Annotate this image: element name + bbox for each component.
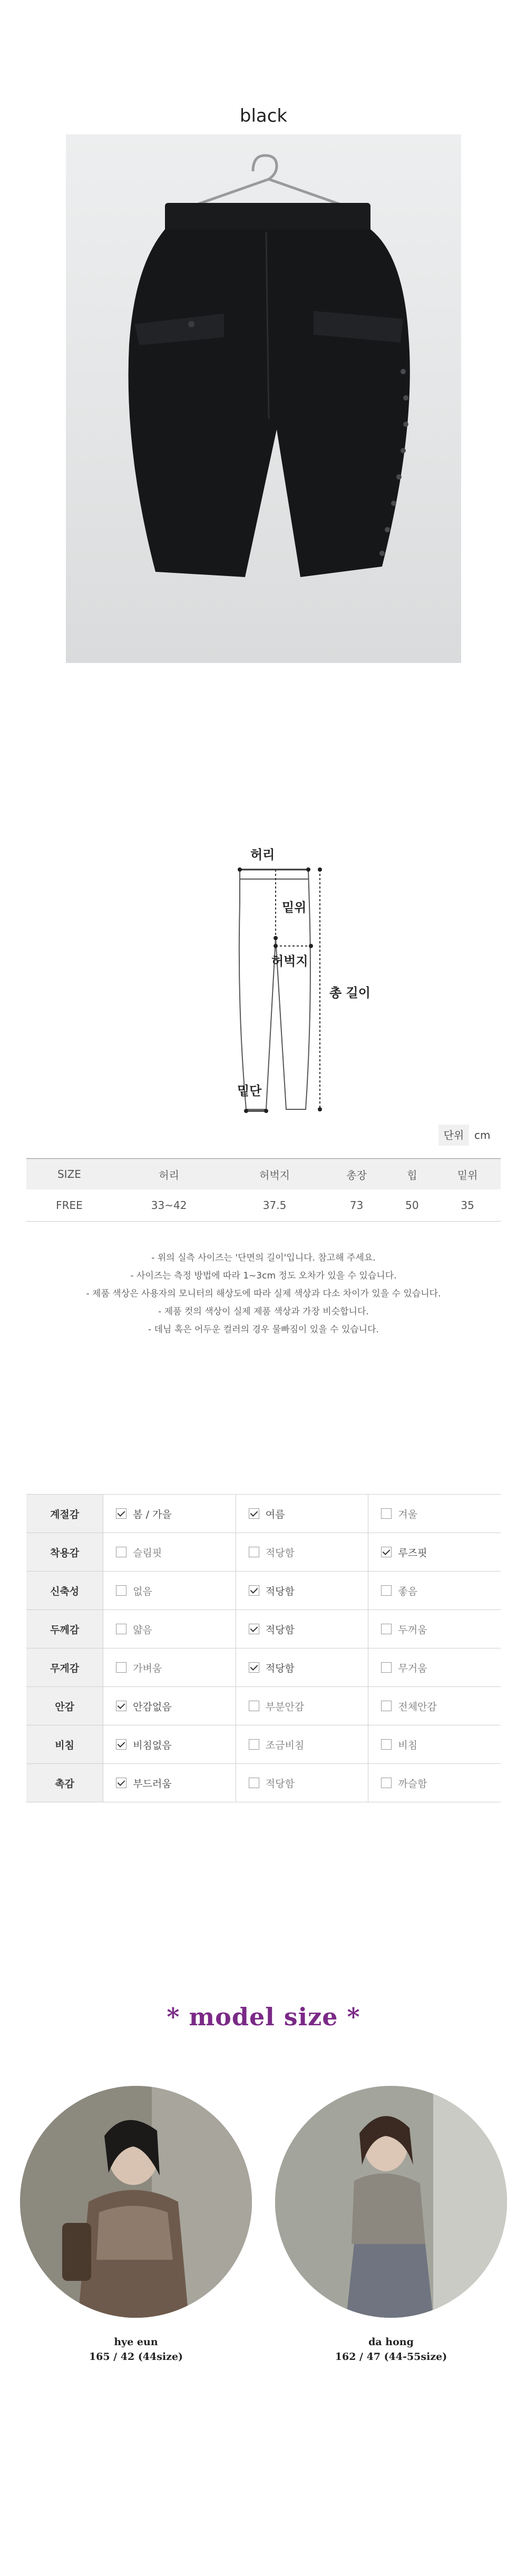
checkbox-empty-icon xyxy=(381,1585,392,1596)
attribute-option-label: 부분안감 xyxy=(265,1701,305,1713)
checkbox-checked-icon xyxy=(116,1701,126,1711)
attribute-option xyxy=(368,1610,501,1648)
attribute-option-label: 없음 xyxy=(133,1585,152,1597)
attribute-option-label: 겨울 xyxy=(398,1508,418,1520)
checkbox-empty-icon xyxy=(249,1778,259,1788)
size-header-rise: 밑위 xyxy=(434,1159,501,1190)
attribute-option xyxy=(103,1610,236,1648)
attribute-option-label: 가벼움 xyxy=(133,1662,162,1674)
attribute-option xyxy=(368,1533,501,1572)
attribute-option xyxy=(236,1495,368,1533)
model-size: 165 / 42 (44size) xyxy=(89,2351,183,2363)
checkbox-empty-icon xyxy=(381,1662,392,1673)
attribute-label: 무게감 xyxy=(26,1648,103,1687)
color-label: black xyxy=(239,105,288,126)
model-name: da hong xyxy=(368,2336,414,2348)
attribute-option xyxy=(368,1725,501,1764)
attribute-option xyxy=(236,1610,368,1648)
checkbox-empty-icon xyxy=(381,1739,392,1750)
attribute-option xyxy=(236,1764,368,1802)
attribute-option xyxy=(103,1764,236,1802)
attribute-option-label: 좋음 xyxy=(398,1585,418,1597)
model-info-hye-eun xyxy=(20,2335,252,2364)
attribute-label: 촉감 xyxy=(26,1764,103,1802)
size-header-size: SIZE xyxy=(26,1159,112,1190)
hem-label: 밑단 xyxy=(237,1084,262,1098)
attribute-option xyxy=(236,1648,368,1687)
checkbox-checked-icon xyxy=(381,1547,392,1557)
checkbox-empty-icon xyxy=(116,1662,126,1673)
size-header-waist: 허리 xyxy=(112,1159,226,1190)
model-photo-da-hong xyxy=(275,2086,507,2318)
attribute-row xyxy=(26,1495,501,1533)
attribute-option-label: 슬림핏 xyxy=(133,1547,162,1559)
model-info-da-hong xyxy=(275,2335,507,2364)
attribute-option-label: 비침 xyxy=(398,1739,418,1751)
note-line: - 사이즈는 측정 방법에 따라 1~3cm 정도 오차가 있을 수 있습니다. xyxy=(130,1271,397,1281)
attribute-option xyxy=(103,1572,236,1610)
attribute-option xyxy=(236,1572,368,1610)
attribute-option-label: 적당함 xyxy=(265,1778,295,1790)
attribute-label: 계절감 xyxy=(26,1495,103,1533)
attribute-option-label: 조금비침 xyxy=(265,1739,305,1751)
checkbox-empty-icon xyxy=(381,1508,392,1519)
checkbox-checked-icon xyxy=(116,1739,126,1750)
total-length-label: 총 길이 xyxy=(329,985,370,1000)
attribute-row xyxy=(26,1572,501,1610)
attribute-option xyxy=(236,1725,368,1764)
attribute-option-label: 적당함 xyxy=(265,1624,295,1636)
attribute-option-label: 까슬함 xyxy=(398,1778,427,1790)
size-notes xyxy=(0,1249,527,1339)
attribute-option xyxy=(103,1648,236,1687)
attribute-option xyxy=(368,1495,501,1533)
checkbox-empty-icon xyxy=(381,1778,392,1788)
measurement-diagram xyxy=(208,833,382,1117)
attribute-option-label: 두꺼움 xyxy=(398,1624,427,1636)
checkbox-empty-icon xyxy=(116,1585,126,1596)
table-row xyxy=(26,1189,501,1222)
checkbox-checked-icon xyxy=(116,1778,126,1788)
model-name: hye eun xyxy=(114,2336,158,2348)
checkbox-empty-icon xyxy=(381,1701,392,1711)
attribute-option-label: 전체안감 xyxy=(398,1701,437,1713)
model-photo-hye-eun xyxy=(20,2086,252,2318)
checkbox-checked-icon xyxy=(249,1508,259,1519)
checkbox-empty-icon xyxy=(249,1547,259,1557)
size-cell: 37.5 xyxy=(226,1189,323,1222)
checkbox-empty-icon xyxy=(116,1624,126,1634)
size-cell: 35 xyxy=(434,1189,501,1222)
size-cell: FREE xyxy=(26,1189,112,1222)
attribute-row xyxy=(26,1687,501,1725)
attribute-label: 두께감 xyxy=(26,1610,103,1648)
checkbox-empty-icon xyxy=(116,1547,126,1557)
checkbox-checked-icon xyxy=(249,1624,259,1634)
checkbox-empty-icon xyxy=(381,1624,392,1634)
attribute-row xyxy=(26,1610,501,1648)
attribute-label: 신축성 xyxy=(26,1572,103,1610)
note-line: - 위의 실측 사이즈는 '단면의 길이'입니다. 참고해 주세요. xyxy=(151,1253,376,1263)
unit-value: cm xyxy=(474,1129,491,1141)
note-line: - 제품 컷의 색상이 실제 제품 색상과 가장 비슷합니다. xyxy=(158,1306,369,1317)
attribute-option-label: 얇음 xyxy=(133,1624,152,1636)
attribute-option xyxy=(368,1764,501,1802)
size-table xyxy=(26,1158,501,1222)
attribute-option xyxy=(368,1687,501,1725)
unit-label: 단위 xyxy=(438,1125,469,1146)
size-cell: 50 xyxy=(389,1189,434,1222)
model-size-title: * model size * xyxy=(167,2003,360,2031)
attribute-row xyxy=(26,1533,501,1572)
attribute-option-label: 부드러움 xyxy=(133,1778,172,1790)
size-table-header-row xyxy=(26,1159,501,1190)
size-header-thigh: 허벅지 xyxy=(226,1159,323,1190)
checkbox-checked-icon xyxy=(249,1585,259,1596)
size-cell: 33~42 xyxy=(112,1189,226,1222)
attribute-option-label: 적당함 xyxy=(265,1662,295,1674)
attribute-option-label: 비침없음 xyxy=(133,1739,172,1751)
attribute-option-label: 적당함 xyxy=(265,1585,295,1597)
attribute-option-label: 안감없음 xyxy=(133,1701,172,1713)
attribute-label: 착용감 xyxy=(26,1533,103,1572)
attribute-option-label: 여름 xyxy=(265,1508,285,1520)
attribute-option xyxy=(368,1648,501,1687)
note-line: - 제품 색상은 사용자의 모니터의 해상도에 따라 실제 색상과 다소 차이가 있을 수 있습니다. xyxy=(86,1289,441,1299)
attribute-row xyxy=(26,1764,501,1802)
attribute-row xyxy=(26,1725,501,1764)
model-size: 162 / 47 (44-55size) xyxy=(335,2351,447,2363)
attribute-option-label: 적당함 xyxy=(265,1547,295,1559)
fabric-attribute-table xyxy=(26,1494,501,1802)
size-header-length: 총장 xyxy=(324,1159,390,1190)
attribute-option xyxy=(236,1687,368,1725)
attribute-option xyxy=(103,1725,236,1764)
product-photo xyxy=(66,134,461,663)
attribute-option xyxy=(236,1533,368,1572)
checkbox-empty-icon xyxy=(249,1739,259,1750)
waist-label: 허리 xyxy=(250,847,275,862)
checkbox-empty-icon xyxy=(249,1701,259,1711)
rise-label: 밑위 xyxy=(282,900,307,915)
attribute-option-label: 루즈핏 xyxy=(398,1547,427,1559)
attribute-label: 안감 xyxy=(26,1687,103,1725)
attribute-option xyxy=(103,1533,236,1572)
attribute-option xyxy=(368,1572,501,1610)
attribute-label: 비침 xyxy=(26,1725,103,1764)
checkbox-checked-icon xyxy=(249,1662,259,1673)
attribute-option xyxy=(103,1495,236,1533)
note-line: - 데님 혹은 어두운 컬러의 경우 물빠짐이 있을 수 있습니다. xyxy=(148,1324,379,1335)
attribute-row xyxy=(26,1648,501,1687)
attribute-option-label: 봄 / 가을 xyxy=(133,1508,172,1520)
attribute-option-label: 무거움 xyxy=(398,1662,427,1674)
product-photo-illustration xyxy=(66,134,461,663)
size-cell: 73 xyxy=(324,1189,390,1222)
size-header-hip: 힙 xyxy=(389,1159,434,1190)
thigh-label: 허벅지 xyxy=(271,954,308,969)
checkbox-checked-icon xyxy=(116,1508,126,1519)
attribute-option xyxy=(103,1687,236,1725)
